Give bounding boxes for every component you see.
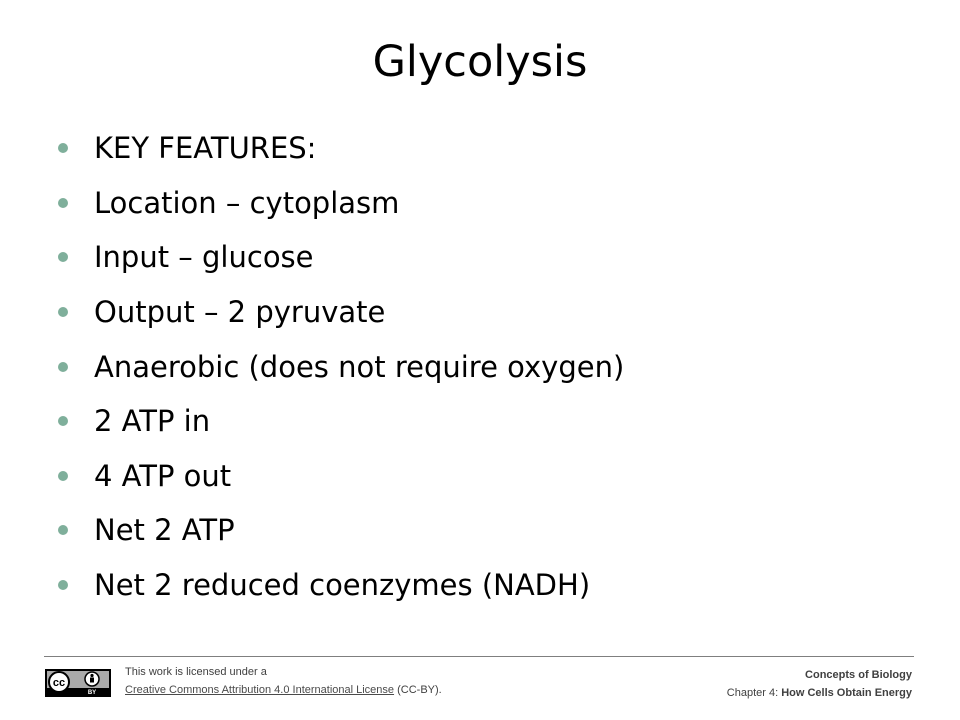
bullet-dot-icon	[58, 471, 68, 481]
bullet-item	[58, 230, 624, 285]
cc-by-graphic	[47, 671, 109, 695]
cc-by-icon	[45, 669, 111, 697]
bullet-dot-icon	[58, 143, 68, 153]
chapter-line	[727, 684, 912, 702]
by-badge-text: BY	[87, 690, 97, 695]
bullet-text: Output – 2 pyruvate	[94, 295, 386, 330]
bullet-item	[58, 176, 624, 231]
license-suffix: (CC-BY).	[394, 684, 442, 696]
license-link-line	[125, 681, 442, 699]
slide-title: Glycolysis	[372, 37, 588, 87]
bullet-text: Input – glucose	[94, 240, 314, 275]
bullet-item	[58, 339, 624, 394]
bullet-dot-icon	[58, 252, 68, 262]
book-credit	[727, 666, 912, 702]
bullet-dot-icon	[58, 307, 68, 317]
bullet-text: Location – cytoplasm	[94, 185, 400, 220]
cc-badge-text: cc	[52, 677, 66, 689]
license-line: This work is licensed under a	[125, 666, 267, 678]
bullet-item	[58, 558, 624, 613]
bullet-dot-icon	[58, 198, 68, 208]
bullet-item	[58, 449, 624, 504]
bullet-dot-icon	[58, 580, 68, 590]
bullet-text: Anaerobic (does not require oxygen)	[94, 349, 625, 384]
bullet-item	[58, 503, 624, 558]
bullet-dot-icon	[58, 362, 68, 372]
bullet-text: Net 2 ATP	[94, 513, 235, 548]
bullet-text: KEY FEATURES:	[94, 131, 317, 166]
bullet-list	[58, 121, 624, 612]
bullet-text: 4 ATP out	[94, 458, 232, 493]
bullet-item	[58, 394, 624, 449]
bullet-dot-icon	[58, 416, 68, 426]
bullet-text: 2 ATP in	[94, 404, 211, 439]
bullet-dot-icon	[58, 525, 68, 535]
footer-divider	[44, 656, 914, 657]
bullet-text: Net 2 reduced coenzymes (NADH)	[94, 568, 591, 603]
chapter-name: How Cells Obtain Energy	[781, 687, 912, 699]
license-notice	[125, 663, 442, 699]
license-link[interactable]: Creative Commons Attribution 4.0 International License	[125, 684, 395, 696]
chapter-prefix: Chapter 4:	[726, 687, 782, 699]
bullet-item	[58, 121, 624, 176]
bullet-item	[58, 285, 624, 340]
book-title: Concepts of Biology	[805, 669, 912, 681]
